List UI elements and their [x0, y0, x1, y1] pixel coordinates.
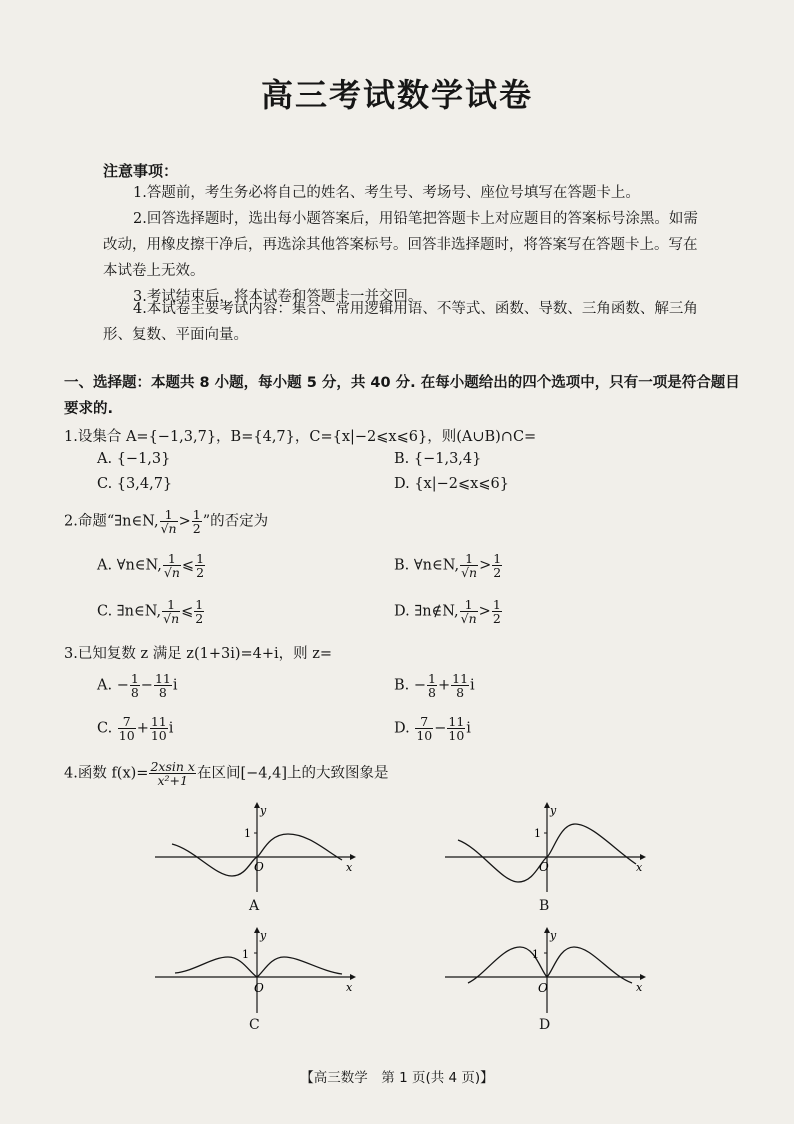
q4-graph-b[interactable] [440, 800, 650, 895]
q3-option-d[interactable]: D. $\frac{7}{10}$ − $\frac{11}{10}$ i [394, 714, 471, 743]
q4-graph-c-label: C [249, 1017, 260, 1033]
q4-graph-a-label: A [249, 898, 260, 914]
svg-text:x: x [636, 861, 643, 874]
svg-text:y: y [260, 929, 267, 942]
q2-stem: 2.命题“∃n∈N, $\frac{1}{√n}$ > $\frac{1}{2}$ ”的否定为 [64, 507, 269, 536]
q4-stem: 4.函数 f(x)= $\frac{\text{2xsin x}}{\text{x²+1}}$ 在区间[−4,4]上的大致图象是 [64, 759, 389, 788]
svg-text:y: y [550, 804, 557, 817]
notice-item-1: 1.答题前，考生务必将自己的姓名、考生号、考场号、座位号填写在答题卡上。 [133, 185, 640, 201]
q4-graph-b-label: B [539, 898, 550, 914]
q3-option-c[interactable]: C. $\frac{7}{10}$ + $\frac{11}{10}$ i [97, 714, 174, 743]
svg-text:x: x [346, 981, 353, 994]
q2-option-b[interactable]: B. ∀n∈N, $\frac{1}{√n}$ > $\frac{1}{2}$ [394, 551, 502, 580]
q4-graph-d-label: D [539, 1017, 551, 1033]
q3-option-a[interactable]: A. − $\frac{1}{8}$ − $\frac{11}{8}$ i [97, 671, 178, 700]
svg-text:y: y [260, 804, 267, 817]
svg-text:O: O [539, 860, 549, 874]
page-title: 高三考试数学试卷 [260, 76, 533, 114]
svg-text:x: x [346, 861, 353, 874]
q3-stem: 3.已知复数 z 满足 z(1+3i)=4+i，则 z= [64, 646, 333, 662]
svg-text:1: 1 [244, 827, 251, 840]
q1-option-a[interactable]: A. {−1,3} [97, 451, 171, 467]
page-footer: 【高三数学 第 1 页(共 4 页)】 [300, 1070, 494, 1086]
svg-text:1: 1 [534, 827, 541, 840]
q2-option-c[interactable]: C. ∃n∈N, $\frac{1}{√n}$ ⩽ $\frac{1}{2}$ [97, 597, 204, 626]
q3-option-b[interactable]: B. − $\frac{1}{8}$ + $\frac{11}{8}$ i [394, 671, 475, 700]
q4-graph-a[interactable] [150, 800, 360, 895]
q2-frac-half: $\frac{1}{2}$ [192, 507, 201, 536]
q1-stem: 1.设集合 A={−1,3,7}，B={4,7}，C={x|−2⩽x⩽6}，则(A∪B)∩C= [64, 429, 537, 445]
svg-text:x: x [636, 981, 643, 994]
q2-option-a[interactable]: A. ∀n∈N, $\frac{1}{√n}$ ⩽ $\frac{1}{2}$ [97, 551, 205, 580]
q1-option-c[interactable]: C. {3,4,7} [97, 476, 173, 492]
svg-text:1: 1 [242, 948, 249, 961]
q1-option-b[interactable]: B. {−1,3,4} [394, 451, 482, 467]
svg-text:O: O [254, 860, 264, 874]
q4-function-frac: $\frac{\text{2xsin x}}{\text{x²+1}}$ [150, 759, 195, 788]
svg-text:1: 1 [532, 948, 539, 961]
notice-item-3: 3.考试结束后，将本试卷和答题卡一并交回。 [133, 289, 423, 305]
notice-item-4: 4.本试卷主要考试内容：集合、常用逻辑用语、不等式、函数、导数、三角函数、解三角形、复数、平面向量。 [103, 301, 698, 343]
svg-text:y: y [550, 929, 557, 942]
svg-text:O: O [538, 981, 548, 995]
notice-heading: 注意事项： [103, 162, 179, 180]
q4-graph-c[interactable] [150, 925, 360, 1015]
q1-option-d[interactable]: D. {x|−2⩽x⩽6} [394, 476, 509, 492]
section-heading: 一、选择题：本题共 8 小题，每小题 5 分，共 40 分. 在每小题给出的四个选项中，只有一项是符合题目要求的. [64, 375, 740, 417]
q2-frac-inv-sqrt-n: $\frac{1}{√n}$ [160, 507, 177, 536]
q4-graph-d[interactable] [440, 925, 650, 1015]
svg-text:O: O [254, 981, 264, 995]
q2-option-d[interactable]: D. ∃n∉N, $\frac{1}{√n}$ > $\frac{1}{2}$ [394, 597, 501, 626]
notice-item-2: 2.回答选择题时，选出每小题答案后，用铅笔把答题卡上对应题目的答案标号涂黑。如需改动，用橡皮擦干净后，再选涂其他答案标号。回答非选择题时，将答案写在答题卡上。写在本试卷上无效。 [103, 211, 698, 279]
